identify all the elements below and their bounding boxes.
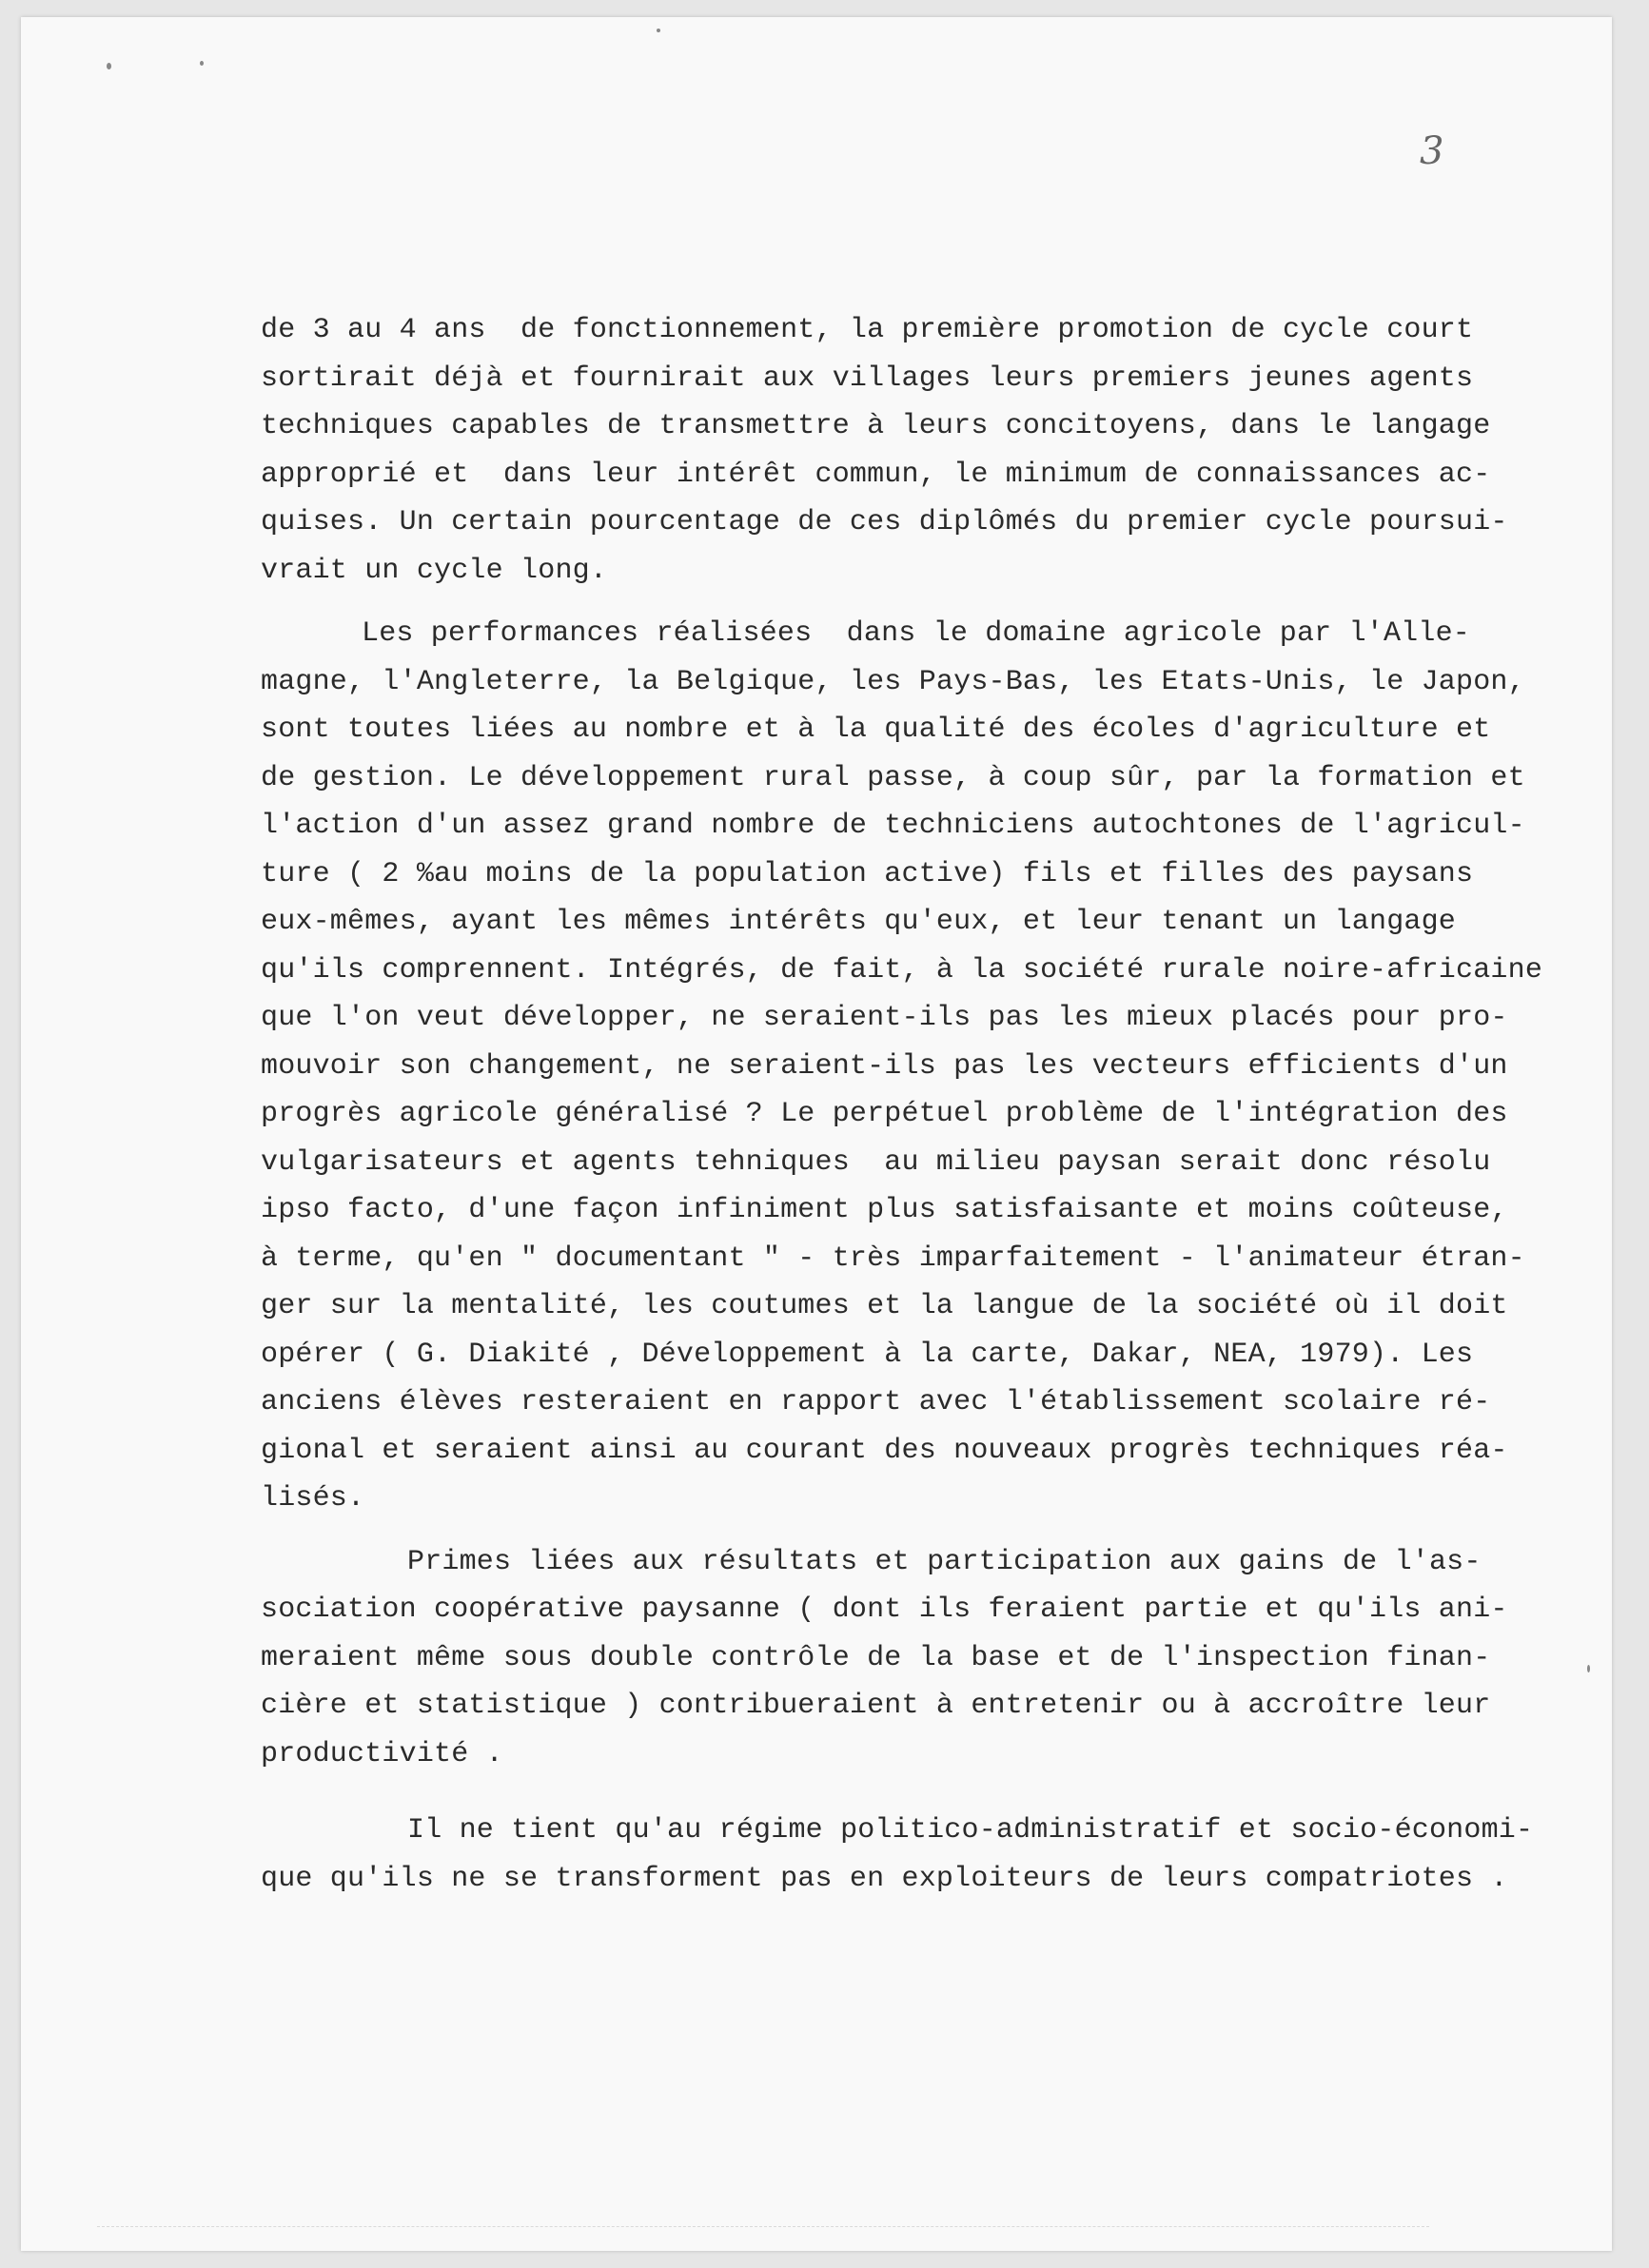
text-line: mouvoir son changement, ne seraient-ils pas les vecteurs efficients d'un [261,1049,1508,1083]
text-line: que qu'ils ne se transforment pas en exploiteurs de leurs compatriotes . [261,1862,1508,1895]
page-number: 3 [1420,129,1444,173]
text-line: lisés. [261,1482,365,1515]
text-line: gional et seraient ainsi au courant des nouveaux progrès techniques réa- [261,1434,1508,1467]
text-line: magne, l'Angleterre, la Belgique, les Pays-Bas, les Etats-Unis, le Japon, [261,665,1525,698]
text-line: approprié et dans leur intérêt commun, le minimum de connaissances ac- [261,458,1491,491]
paragraph-1 [261,306,1574,595]
text-line: opérer ( G. Diakité , Développement à la carte, Dakar, NEA, 1979). Les [261,1338,1474,1371]
text-line: ger sur la mentalité, les coutumes et la langue de la société où il doit [261,1290,1508,1322]
ink-speck [657,29,660,32]
paragraph-spacer [261,1523,1574,1538]
text-line: vulgarisateurs et agents tehniques au milieu paysan serait donc résolu [261,1145,1491,1179]
text-line: cière et statistique ) contribueraient à entretenir ou à accroître leur [261,1690,1491,1722]
text-line: l'action d'un assez grand nombre de techniciens autochtones de l'agricul- [261,810,1525,842]
text-line: techniques capables de transmettre à leurs concitoyens, dans le langage [261,410,1491,442]
text-line: progrès agricole généralisé ? Le perpétuel problème de l'intégration des [261,1098,1508,1130]
body-text [261,306,1574,1903]
paragraph-spacer [261,595,1574,610]
text-line: meraient même sous double contrôle de la base et de l'inspection finan- [261,1641,1491,1674]
text-line: ipso facto, d'une façon infiniment plus satisfaisante et moins coûteuse, [261,1194,1508,1226]
text-line: sociation coopérative paysanne ( dont ils feraient partie et qu'ils ani- [261,1593,1508,1626]
text-line: sont toutes liées au nombre et à la qualité des écoles d'agriculture et [261,714,1491,746]
text-line: Il ne tient qu'au régime politico-administratif et socio-économi- [407,1814,1534,1847]
paragraph-4 [261,1807,1574,1903]
text-line: que l'on veut développer, ne seraient-ils pas les mieux placés pour pro- [261,1002,1508,1034]
text-line: ture ( 2 %au moins de la population active) fils et filles des paysans [261,857,1474,890]
text-line: de gestion. Le développement rural passe, à coup sûr, par la formation et [261,761,1525,794]
text-line: vrait un cycle long. [261,554,608,587]
text-line: sortirait déjà et fournirait aux villages leurs premiers jeunes agents [261,362,1474,395]
ink-speck [200,61,204,66]
text-line: quises. Un certain pourcentage de ces diplômés du premier cycle poursui- [261,506,1508,538]
text-line: eux-mêmes, ayant les mêmes intérêts qu'eux, et leur tenant un langage [261,906,1457,938]
text-line: qu'ils comprennent. Intégrés, de fait, à la société rurale noire-africaine [261,953,1543,987]
paragraph-spacer [261,1778,1574,1807]
text-line: Primes liées aux résultats et participation aux gains de l'as- [407,1545,1482,1578]
paragraph-3 [261,1538,1574,1779]
text-line: productivité . [261,1737,503,1770]
typewritten-page [21,17,1612,2251]
text-line: Les performances réalisées dans le domaine agricole par l'Alle- [362,617,1470,650]
ink-speck [107,63,111,69]
paragraph-2 [261,610,1574,1523]
scan-artifact-line [97,2226,1429,2227]
text-line: de 3 au 4 ans de fonctionnement, la première promotion de cycle court [261,314,1474,346]
text-line: à terme, qu'en " documentant " - très imparfaitement - l'animateur étran- [261,1242,1525,1275]
ink-speck [1587,1665,1590,1672]
text-line: anciens élèves resteraient en rapport avec l'établissement scolaire ré- [261,1386,1491,1418]
